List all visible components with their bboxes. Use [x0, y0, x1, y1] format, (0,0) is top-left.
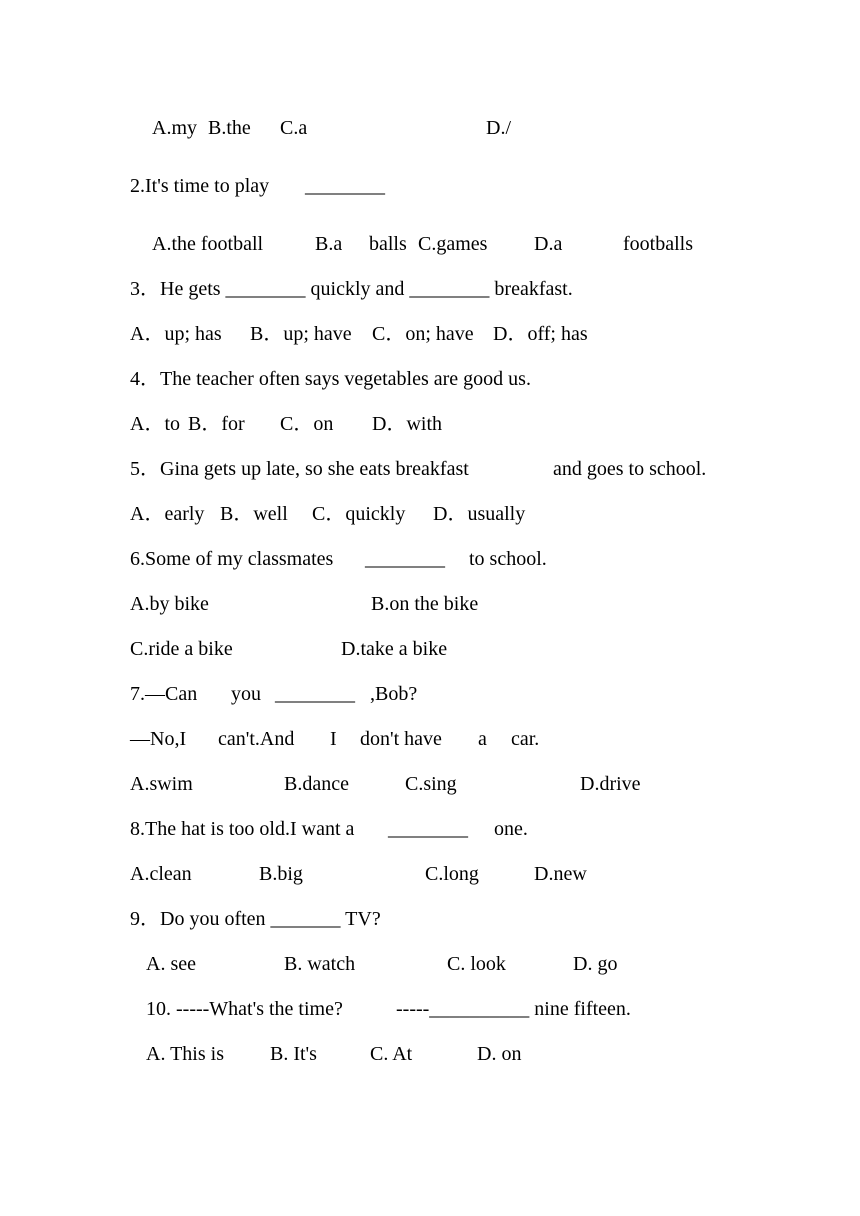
q9-stem: 9．Do you often _______ TV? — [130, 908, 381, 930]
q5-stem: 5．Gina gets up late, so she eats breakfast — [130, 458, 469, 480]
q1-option-d: D./ — [486, 117, 511, 139]
q2-blank: ________ — [305, 175, 385, 197]
q6-blank: ________ — [365, 548, 445, 570]
q9-option-b: B. watch — [284, 953, 356, 975]
q4-option-d: D．with — [372, 413, 442, 435]
q2-option-d: D.a — [534, 233, 563, 255]
q6-stem-end: to school. — [469, 548, 547, 570]
q2-stem: 2.It's time to play — [130, 175, 270, 197]
q8-stem: 8.The hat is too old.I want a — [130, 818, 355, 840]
q3-option-a: A．up; has — [130, 323, 222, 345]
q8-option-d: D.new — [534, 863, 587, 885]
q9-option-d: D. go — [573, 953, 618, 975]
q5-option-d: D．usually — [433, 503, 526, 525]
q6-option-c: C.ride a bike — [130, 638, 233, 660]
q6-option-b: B.on the bike — [371, 593, 479, 615]
q7-reply-word: car. — [511, 728, 540, 750]
q2-option-c: C.games — [418, 233, 488, 255]
q8-option-c: C.long — [425, 863, 479, 885]
q1-option-c: C.a — [280, 117, 308, 139]
q5-option-a: A．early — [130, 503, 205, 525]
q3-option-c: C．on; have — [372, 323, 474, 345]
q8-option-b: B.big — [259, 863, 303, 885]
q7-reply-word: can't.And — [218, 728, 295, 750]
q8-option-a: A.clean — [130, 863, 192, 885]
q2-option-b-rest: balls — [369, 233, 407, 255]
q10-option-d: D. on — [477, 1043, 522, 1065]
q6-option-a: A.by bike — [130, 593, 209, 615]
q4-option-a: A．to — [130, 413, 180, 435]
q10-stem: 10. -----What's the time? — [146, 998, 343, 1020]
q10-option-b: B. It's — [270, 1043, 317, 1065]
q1-option-b: B.the — [208, 117, 251, 139]
q9-option-c: C. look — [447, 953, 506, 975]
q7-option-d: D.drive — [580, 773, 641, 795]
q4-option-b: B．for — [188, 413, 245, 435]
q7-reply-word: don't have — [360, 728, 442, 750]
q10-option-a: A. This is — [146, 1043, 224, 1065]
q3-stem: 3．He gets ________ quickly and ________ breakfast. — [130, 278, 573, 300]
q7-option-c: C.sing — [405, 773, 457, 795]
q9-option-a: A. see — [146, 953, 196, 975]
q3-option-d: D．off; has — [493, 323, 588, 345]
q2-option-d-rest: footballs — [623, 233, 693, 255]
q1-option-a: A.my — [152, 117, 197, 139]
q6-option-d: D.take a bike — [341, 638, 448, 660]
q10-option-c: C. At — [370, 1043, 413, 1065]
q8-blank: ________ — [388, 818, 468, 840]
q5-stem-end: and goes to school. — [553, 458, 707, 480]
q7-reply-word: —No,I — [130, 728, 187, 750]
q3-option-b: B．up; have — [250, 323, 352, 345]
q4-stem: 4．The teacher often says vegetables are good us. — [130, 368, 531, 390]
q7-reply-word: I — [330, 728, 337, 750]
q2-option-a: A.the football — [152, 233, 264, 255]
q7-blank: ________ — [275, 683, 355, 705]
q2-option-b: B.a — [315, 233, 343, 255]
q7-stem-part3: ,Bob? — [370, 683, 418, 705]
q7-stem-part1: 7.—Can — [130, 683, 198, 705]
q5-option-b: B．well — [220, 503, 288, 525]
q7-reply-word: a — [478, 728, 487, 750]
q10-stem-answer: -----__________ nine fifteen. — [396, 998, 631, 1020]
q6-stem: 6.Some of my classmates — [130, 548, 334, 570]
q4-option-c: C．on — [280, 413, 334, 435]
q7-option-b: B.dance — [284, 773, 349, 795]
q7-stem-part2: you — [231, 683, 261, 705]
q5-option-c: C．quickly — [312, 503, 406, 525]
q8-stem-end: one. — [494, 818, 528, 840]
q7-option-a: A.swim — [130, 773, 193, 795]
